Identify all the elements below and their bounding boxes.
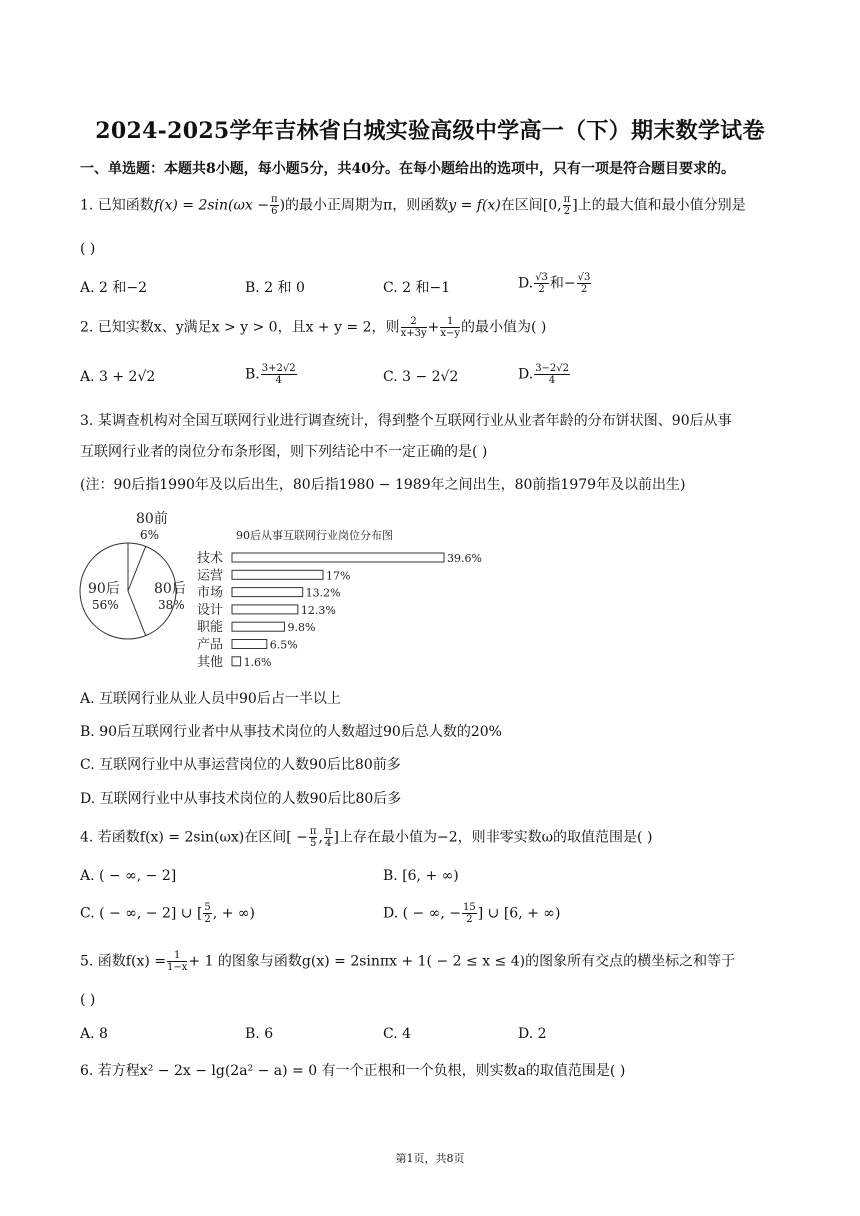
pie-slice-edge-1	[128, 546, 146, 591]
q4-frac1-num: π	[309, 826, 317, 837]
page-footer: 第1页，共8页	[395, 1152, 465, 1165]
pie-category-0: 80前	[136, 511, 168, 527]
q2-frac1-num: 2	[401, 316, 427, 328]
q2-d-label: D.	[518, 366, 534, 383]
question-5	[80, 950, 735, 973]
q4-option-a: A. ( − ∞, − 2]	[80, 868, 177, 884]
bar-1	[232, 570, 323, 579]
bar-category-4: 职能	[197, 620, 224, 636]
q5-text-1: 5. 函数f(x) =	[80, 953, 166, 970]
question-2	[80, 316, 546, 339]
bar-value-2: 13.2%	[305, 586, 341, 600]
q2-frac1-den: x+3y	[400, 328, 427, 339]
q4-option-c	[80, 902, 255, 925]
q1-text-4: ]上的最大值和最小值分别是	[572, 197, 746, 214]
question-6: 6. 若方程x² − 2x − lg(2a² − a) = 0 有一个正根和一个负根，则实数a的取值范围是( )	[80, 1063, 626, 1079]
q2-text-2: 的最小值为( )	[461, 319, 547, 336]
q1-option-c: C. 2 和−1	[383, 280, 451, 296]
pie-value-2: 56%	[92, 598, 119, 612]
q4-c-num: 5	[204, 902, 211, 913]
bar-value-6: 1.6%	[243, 655, 272, 669]
q3-option-c: C. 互联网行业中从事运营岗位的人数90后比80前多	[80, 757, 401, 773]
bar-4	[232, 622, 284, 631]
bar-category-5: 产品	[197, 637, 224, 653]
bar-value-0: 39.6%	[447, 552, 482, 565]
bar-6	[232, 657, 241, 666]
bar-value-1: 17%	[326, 569, 351, 583]
q1-paren: ( )	[80, 241, 96, 257]
q3-line-1: 3. 某调查机构对全国互联网行业进行调查统计，得到整个互联网行业从业者年龄的分布饼状图、90后从事	[80, 413, 732, 429]
q1-option-a: A. 2 和−2	[80, 280, 148, 296]
job-bar-chart	[197, 528, 482, 670]
q1-func: f(x) = 2sin(ωx −	[153, 197, 269, 214]
q1-frac-den: 6	[271, 206, 278, 217]
q1-text-1: 1. 已知函数	[80, 197, 154, 214]
q4-frac2-den: 4	[325, 838, 332, 849]
q5-option-b: B. 6	[245, 1026, 274, 1042]
bar-chart-title: 90后从事互联网行业岗位分布图	[236, 529, 393, 542]
q2-option-b	[245, 363, 298, 386]
q3-option-d: D. 互联网行业中从事技术岗位的人数90后比80后多	[80, 791, 402, 807]
q4-frac1-den: 5	[310, 838, 317, 849]
bar-value-4: 9.8%	[287, 621, 316, 635]
q2-frac2-num: 1	[440, 316, 460, 328]
q5-frac-num: 1	[167, 950, 187, 962]
q1-option-b: B. 2 和 0	[245, 280, 305, 296]
q2-text-1: 2. 已知实数x、y满足x > y > 0，且x + y = 2，则	[80, 319, 400, 336]
q1-d-num: √3	[535, 272, 548, 283]
q1-d-mid: 和−	[549, 275, 576, 292]
page-title: 2024-2025学年吉林省白城实验高级中学高一（下）期末数学试卷	[95, 118, 765, 144]
q3-note: (注：90后指1990年及以后出生，80后指1980 − 1989年之间出生，80前指1979年及以前出生)	[80, 477, 686, 493]
q4-d-text-2: ] ∪ [6, + ∞)	[477, 905, 561, 922]
pie-value-1: 38%	[158, 598, 185, 612]
q3-option-a: A. 互联网行业从业人员中90后占一半以上	[80, 691, 341, 707]
q2-frac2-den: x−y	[440, 328, 460, 339]
q5-text-2: + 1 的图象与函数g(x) = 2sinπx + 1( − 2 ≤ x ≤ 4)的图象所有交点的横坐标之和等于	[188, 953, 736, 970]
q2-b-den: 4	[275, 375, 282, 386]
q4-d-num: 15	[463, 902, 476, 913]
q5-paren: ( )	[80, 992, 96, 1008]
bar-value-3: 12.3%	[300, 603, 336, 617]
q4-option-b: B. [6, + ∞)	[383, 868, 459, 884]
question-4: 4. 若函数f(x) = 2sin(ωx)在区间[ − $\frac{\pi}{5}$ , $\frac{\pi}{4}$ ]上存在最小值为−2，则非零实数ω的取值范围是( )	[80, 826, 653, 849]
q2-option-c: C. 3 − 2√2	[383, 369, 459, 385]
q2-option-a: A. 3 + 2√2	[80, 369, 156, 385]
q2-b-num: 3+2√2	[261, 363, 296, 374]
bar-category-1: 运营	[197, 568, 224, 584]
q4-text-1: 4. 若函数f(x) = 2sin(ωx)在区间[ −	[80, 829, 308, 846]
q2-b-label: B.	[245, 366, 260, 383]
q1-option-d: D. $\frac{√3}{2}$ 和− $\frac{√3}{2}$	[518, 272, 591, 295]
question-1: 1. 已知函数f(x) = 2sin(ωx − $\frac{\pi}{6}$ )的最小正周期为π，则函数y = f(x)在区间[0, $\frac{\pi}{2}$ ]上的最大值和最小值分别是	[80, 194, 746, 217]
q3-line-2: 互联网行业者的岗位分布条形图，则下列结论中不一定正确的是( )	[80, 444, 488, 460]
q1-frac2-den: 2	[563, 206, 571, 217]
q3-figure	[76, 505, 496, 675]
q5-frac-den: 1−x	[167, 962, 188, 973]
bar-category-3: 设计	[197, 602, 224, 618]
bar-value-5: 6.5%	[269, 638, 298, 652]
pie-category-2: 90后	[88, 581, 120, 597]
q5-option-d: D. 2	[518, 1026, 547, 1042]
q4-d-text-1: D. ( − ∞, −	[383, 905, 462, 922]
q1-text-2: )的最小正周期为π，则函数	[279, 197, 449, 214]
q2-option-d: D. $\frac{3-2√2}{4}$	[518, 363, 570, 386]
q4-option-d: D. ( − ∞, − $\frac{15}{2}$ ] ∪ [6, + ∞)	[383, 902, 561, 925]
q1-frac-num: π	[270, 194, 278, 205]
bar-3	[232, 605, 298, 614]
q3-option-b: B. 90后互联网行业者中从事技术岗位的人数超过90后总人数的20%	[80, 724, 502, 740]
q4-c-text-1: C. ( − ∞, − 2] ∪ [	[80, 905, 203, 922]
section-heading: 一、单选题：本题共8小题，每小题5分，共40分。在每小题给出的选项中，只有一项是符合题目要求的。	[80, 161, 735, 177]
q2-plus: +	[427, 319, 440, 336]
q2-d-num: 3−2√2	[535, 363, 570, 374]
q4-c-text-2: , + ∞)	[212, 905, 256, 922]
q1-text-3: 在区间[0,	[500, 197, 562, 214]
pie-category-1: 80后	[154, 581, 186, 597]
bar-category-2: 市场	[197, 585, 224, 601]
bar-5	[232, 640, 267, 649]
pie-slice-edge-2	[128, 591, 146, 636]
bar-0	[232, 553, 444, 562]
q5-option-c: C. 4	[383, 1026, 412, 1042]
pie-value-0: 6%	[140, 528, 160, 542]
q1-y: y = f(x)	[448, 197, 501, 214]
age-pie-chart	[80, 511, 186, 639]
q4-c-den: 2	[204, 914, 211, 925]
bar-category-6: 其他	[197, 654, 224, 670]
bar-category-0: 技术	[197, 551, 224, 566]
bar-2	[232, 588, 303, 597]
q1-d-label: D.	[518, 275, 534, 292]
q5-option-a: A. 8	[80, 1026, 108, 1042]
q4-text-2: ]上存在最小值为−2，则非零实数ω的取值范围是( )	[333, 829, 653, 846]
